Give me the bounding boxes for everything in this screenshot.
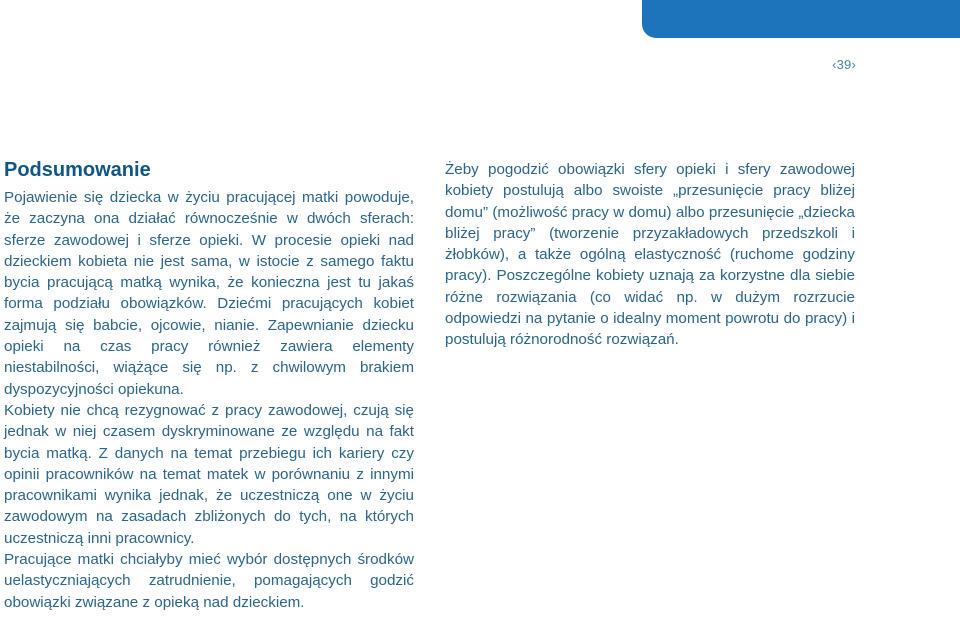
paragraph: Żeby pogodzić obowiązki sfery opieki i sfery zawodowej kobiety postulują albo swoiste „przesunięcie pracy bliżej domu” (możliwość pracy w domu) albo przesunięcie „dziecka bliżej pracy” (tworzenie przyzakładowych przedszkoli i żłobków), a także ogólną elastyczność (ruchome godziny pracy). Poszczególne kobiety uznają za korzystne dla siebie różne rozwiązania (co widać np. w dużym rozrzucie odpowiedzi na pytanie o idealny moment powrotu do pracy) i postulują różnorodność rozwiązań.	[445, 161, 855, 349]
left-column	[4, 157, 414, 613]
right-column	[445, 159, 855, 351]
page-number: ‹39›	[832, 57, 856, 72]
paragraph: Pojawienie się dziecka w życiu pracującej matki powoduje, że zaczyna ona działać równocześnie w dwóch sferach: sferze zawodowej i sferze opieki. W procesie opieki nad dzieckiem kobieta nie jest sama, w istocie z samego faktu bycia pracującą matką wynika, że konieczna jest tu jakaś forma podziału obowiązków. Dziećmi pracujących kobiet zajmują się babcie, ojcowie, nianie. Zapewnianie dziecku opieki na czas pracy również zawiera elementy niestabilności, wiążące się np. z chwilowym brakiem dyspozycyjności opiekuna.	[4, 189, 414, 398]
section-title: Podsumowanie	[4, 159, 151, 181]
header-band	[642, 0, 960, 38]
paragraph: Pracujące matki chciałyby mieć wybór dostępnych środków uelastyczniających zatrudnienie, pomagających godzić obowiązki związane z opieką nad dzieckiem.	[4, 551, 414, 611]
paragraph: Kobiety nie chcą rezygnować z pracy zawodowej, czują się jednak w niej czasem dyskryminowane ze względu na fakt bycia matką. Z danych na temat przebiegu ich kariery czy opinii pracowników na temat matek w porównaniu z innymi pracownikami wynika jednak, że uczestniczą one w życiu zawodowym na zasadach zbliżonych do tych, na których uczestniczą inni pracownicy.	[4, 401, 414, 547]
